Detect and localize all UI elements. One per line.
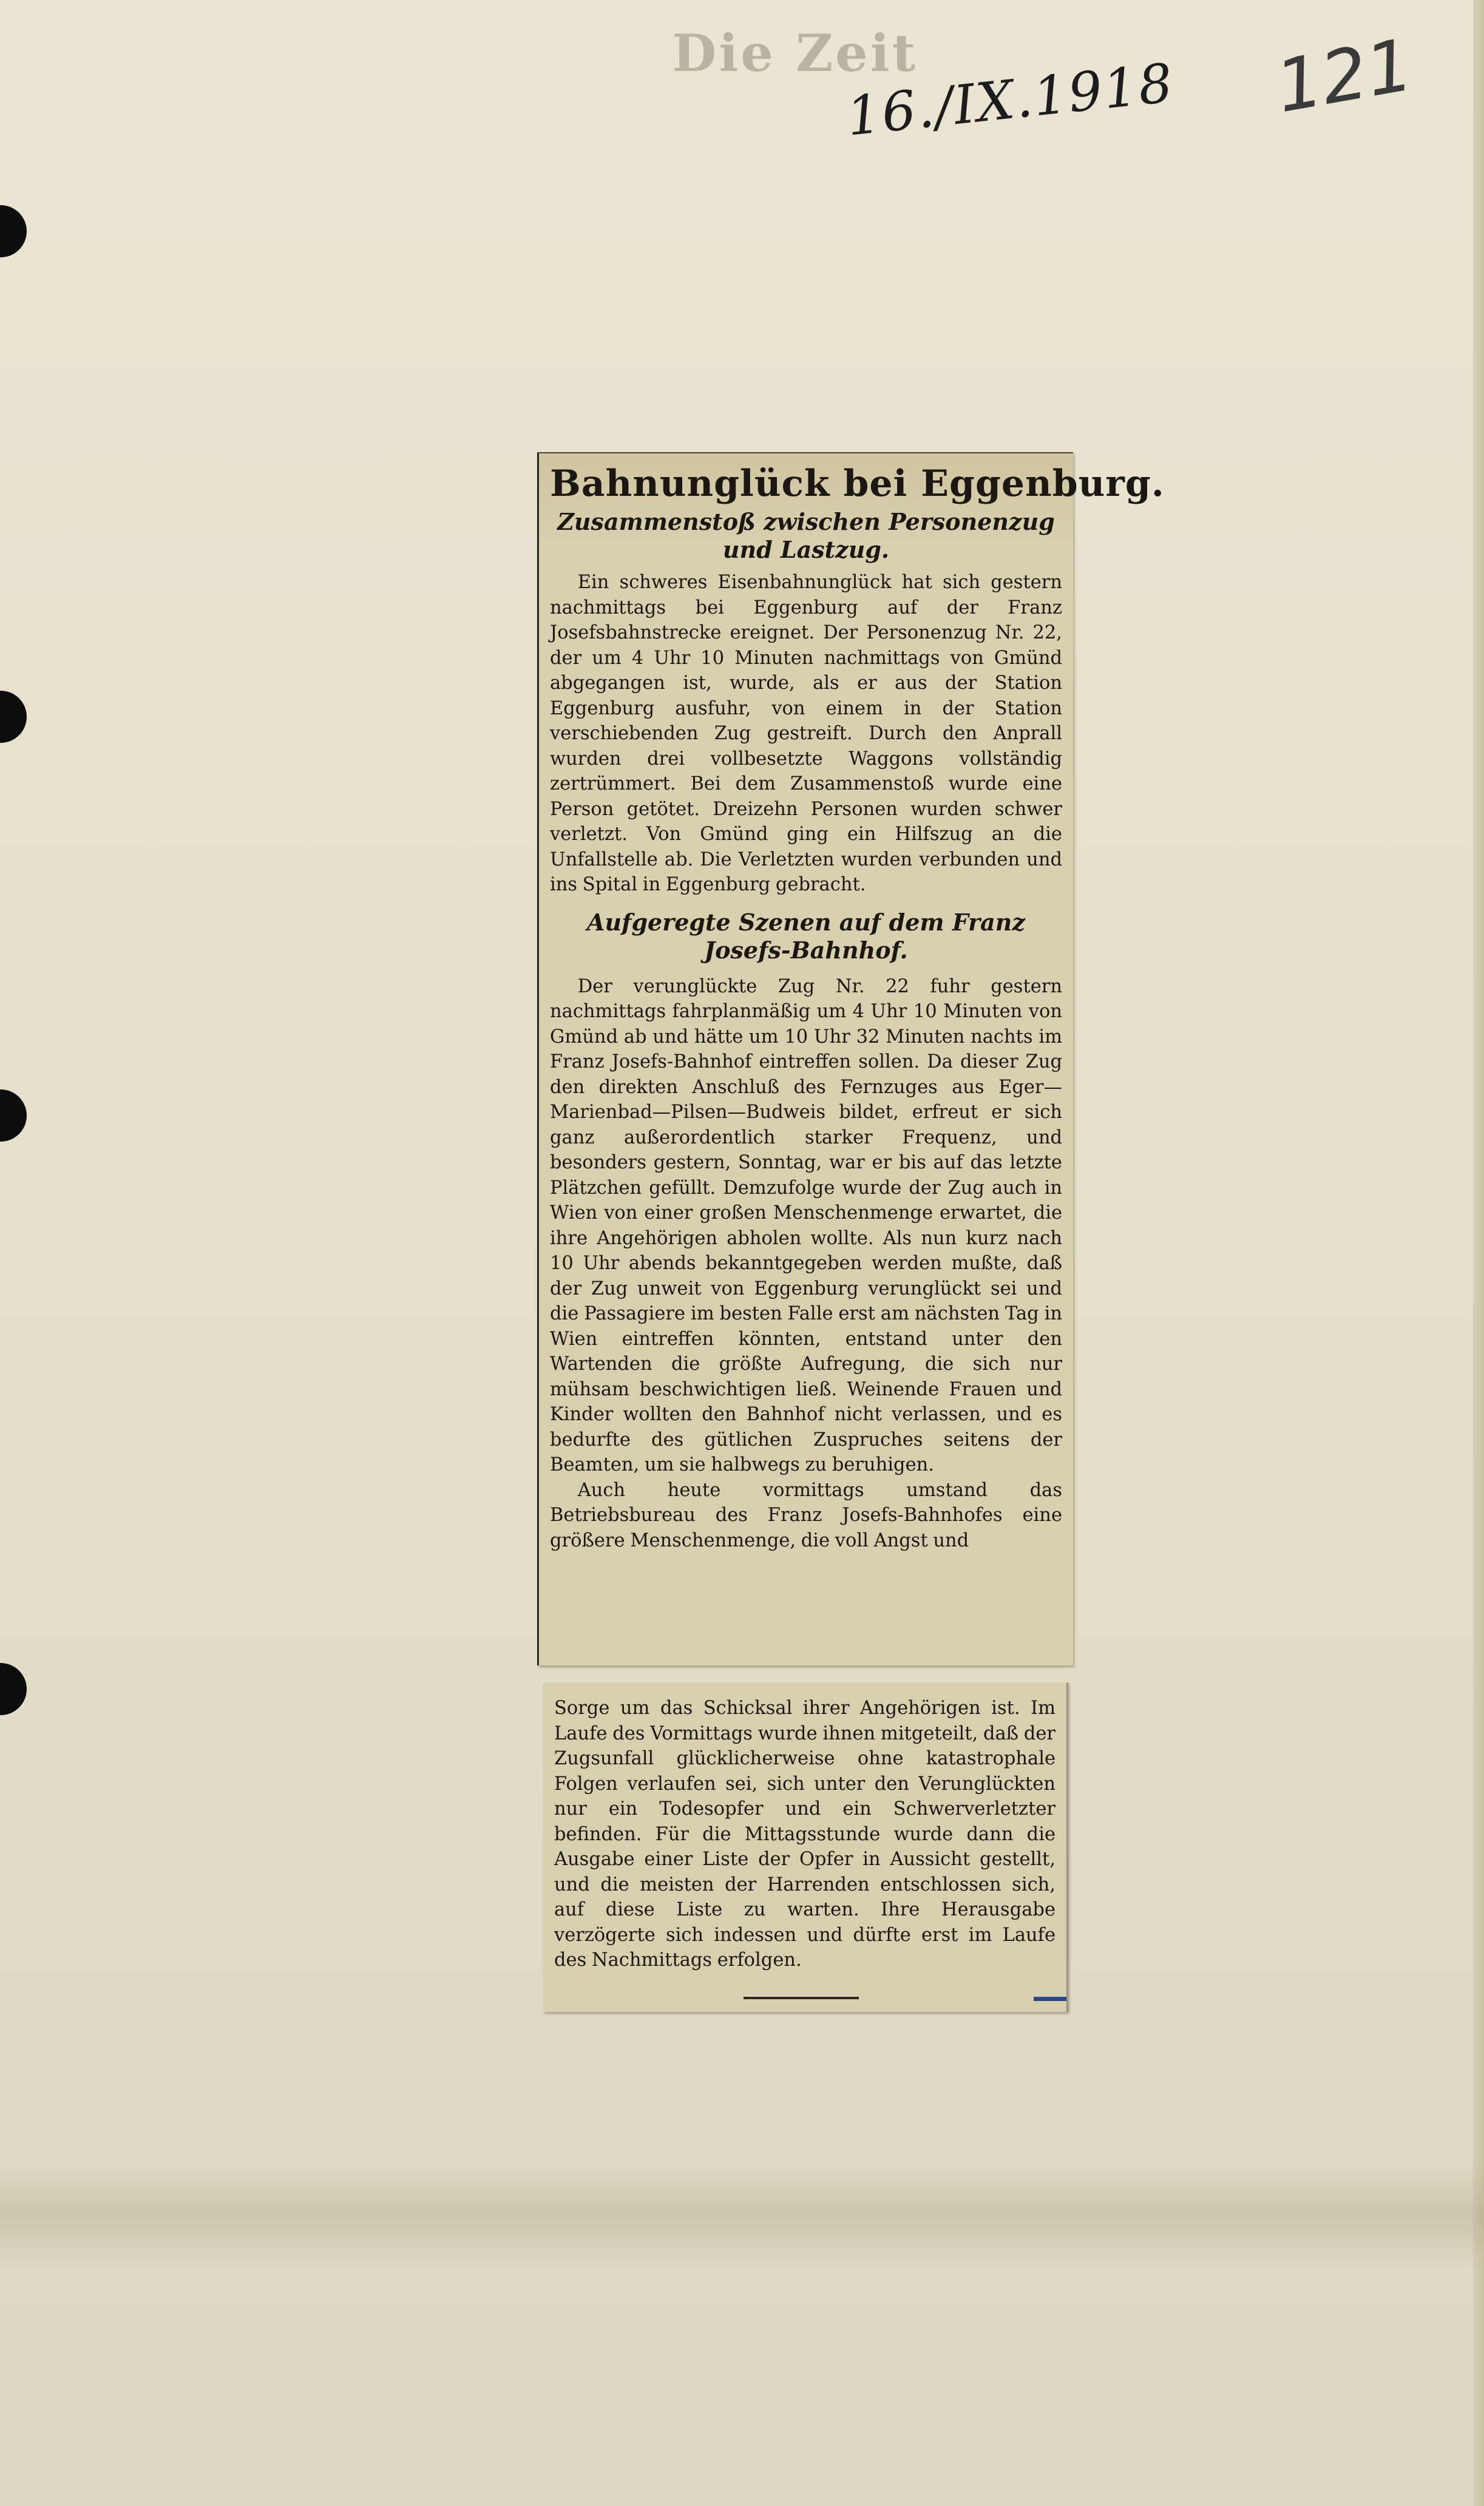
punch-hole xyxy=(0,1089,27,1142)
section-heading: Aufgeregte Szenen auf dem Franz Josefs-Bahnhof. xyxy=(587,908,1025,964)
newspaper-clipping-part-2 xyxy=(543,1682,1068,2012)
newspaper-stamp: Die Zeit xyxy=(672,23,918,83)
article-paragraph: Ein schweres Eisenbahnunglück hat sich gestern nachmittags bei Eggenburg auf der Franz Josefsbahnstrecke ereignet. Der Personenzug Nr. 22, der um 4 Uhr 10 Minuten nachmittags von Gmünd abgegangen ist, wurde, als er aus der Station Eggenburg ausfuhr, von einem in der Station verschiebenden Zug gestreift. Durch den Anprall wurden drei vollbesetzte Waggons vollständig zertrümmert. Bei dem Zusammenstoß wurde eine Person getötet. Dreizehn Personen wurden schwer verletzt. Von Gmünd ging ein Hilfszug an die Unfallstelle ab. Die Verletzten wurden verbunden und ins Spital in Eggenburg gebracht. xyxy=(550,572,1062,895)
punch-hole xyxy=(0,1663,27,1715)
article-paragraph: Sorge um das Schicksal ihrer Angehörigen ist. Im Laufe des Vormittags wurde ihnen mitgeteilt, daß der Zugsunfall glücklicherweise ohne katastrophale Folgen verlaufen sei, sich unter den Verunglückten nur ein Todesopfer und ein Schwerverletzter befinden. Für die Mittagsstunde wurde dann die Ausgabe einer Liste der Opfer in Aussicht gestellt, und die meisten der Harrenden entschlossen sich, auf diese Liste zu warten. Ihre Herausgabe verzögerte sich indessen und dürfte erst im Laufe des Nachmittags erfolgen. xyxy=(554,1698,1055,1971)
punch-hole xyxy=(0,205,27,257)
article-headline: Bahnunglück bei Eggenburg. xyxy=(550,462,1165,505)
blue-pencil-mark xyxy=(1034,1997,1066,2001)
sheet-edge xyxy=(1473,0,1484,2506)
folio-number: 121 xyxy=(1269,22,1419,129)
punch-hole xyxy=(0,691,27,743)
handwritten-date: 16./IX.1918 xyxy=(843,51,1177,148)
end-rule xyxy=(744,1997,859,1999)
article-paragraph: Auch heute vormittags umstand das Betriebsbureau des Franz Josefs-Bahnhofes eine größere Menschenmenge, die voll Angst und xyxy=(550,1479,1062,1551)
newspaper-clipping-part-1 xyxy=(537,452,1165,1665)
article-subheadline: Zusammenstoß zwischen Personenzug und Lastzug. xyxy=(557,508,1055,563)
paper-fold xyxy=(0,2161,1484,2270)
article-paragraph: Der verunglückte Zug Nr. 22 fuhr gestern nachmittags fahrplanmäßig um 4 Uhr 10 Minuten von Gmünd ab und hätte um 10 Uhr 32 Minuten nachts im Franz Josefs-Bahnhof eintreffen sollen. Da dieser Zug den direkten Anschluß des Fernzuges aus Eger—Marienbad—Pilsen—Budweis bildet, erfreut er sich ganz außerordentlich starker Frequenz, und besonders gestern, Sonntag, war er bis auf das letzte Plätzchen gefüllt. Demzufolge wurde der Zug auch in Wien von einer großen Menschenmenge erwartet, die ihre Angehörigen abholen wollte. Als nun kurz nach 10 Uhr abends bekanntgegeben werden mußte, daß der Zug unweit von Eggenburg verunglückt sei und die Passagiere im besten Falle erst am nächsten Tag in Wien eintreffen könnten, entstand unter den Wartenden die größte Aufregung, die sich nur mühsam beschwichtigen ließ. Weinende Frauen und Kinder wollten den Bahnhof nicht verlassen, und es bedurfte des gütlichen Zuspruches seitens der Beamten, um sie halbwegs zu beruhigen. xyxy=(550,975,1062,1475)
